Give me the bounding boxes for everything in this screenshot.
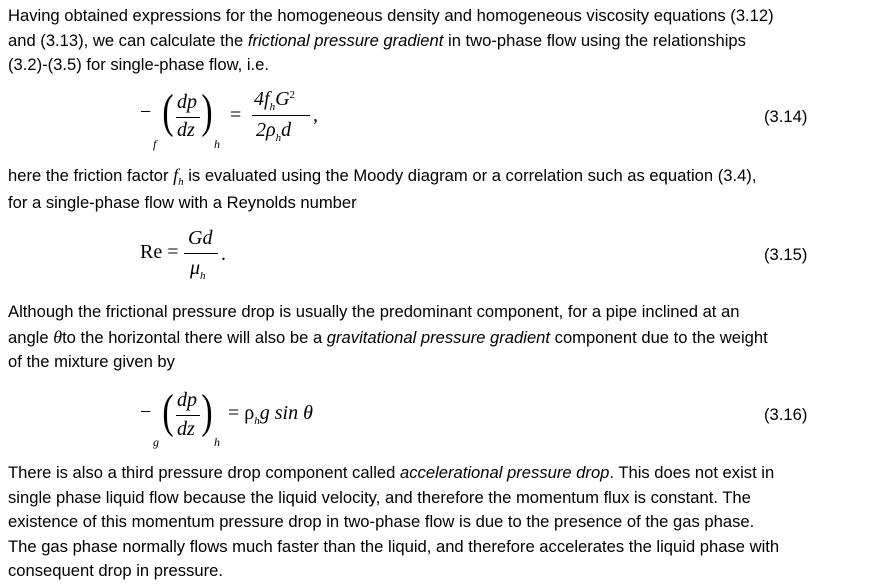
eq314-lhs-numerator: dp bbox=[177, 91, 197, 113]
eq314-right-paren: ) bbox=[201, 85, 213, 138]
frictional-pressure-gradient-term: frictional pressure gradient bbox=[247, 30, 444, 50]
eq314-rhs-fraction-bar bbox=[252, 115, 310, 116]
eq314-subscript-h: h bbox=[214, 137, 220, 151]
paragraph-4-line-3: existence of this momentum pressure drop in two-phase flow is due to the presence of the gas phase. bbox=[8, 512, 755, 531]
eq316-lhs-numerator: dp bbox=[177, 389, 197, 411]
paragraph-3-line-2: angle θto the horizontal there will also be a gravitational pressure gradient component due to the weight bbox=[8, 326, 768, 347]
paragraph-4 bbox=[8, 461, 868, 584]
paragraph-1 bbox=[8, 4, 868, 78]
eq316-subscript-g: g bbox=[153, 435, 159, 449]
paragraph-3 bbox=[8, 300, 868, 375]
eq315-fraction-bar bbox=[184, 253, 218, 254]
eq314-minus: − bbox=[140, 101, 152, 123]
paragraph-3-line-1: Although the frictional pressure drop is usually the predominant component, for a pipe inclined at an bbox=[8, 302, 740, 321]
eq316-right-paren: ) bbox=[201, 385, 213, 438]
paragraph-4-line-1: There is also a third pressure drop component called accelerational pressure drop. This does not exist in bbox=[8, 463, 775, 482]
paragraph-3-line-3: of the mixture given by bbox=[8, 352, 175, 371]
eq316-left-paren: ( bbox=[162, 385, 174, 438]
paragraph-4-line-4: The gas phase normally flows much faster than the liquid, and therefore accelerates the liquid phase with bbox=[8, 536, 780, 556]
paragraph-2-line-1: here the friction factor $f_h$ is evaluated using the Moody diagram or a correlation such as equation (3.4), bbox=[8, 165, 757, 188]
equation-number-3-15: (3.15) bbox=[764, 245, 808, 264]
paragraph-1-line-3: (3.2)-(3.5) for single-phase flow, i.e. bbox=[8, 55, 270, 74]
eq315-denominator: $\mu_h$ bbox=[190, 257, 206, 282]
eq314-lhs-denominator: dz bbox=[177, 119, 195, 141]
eq316-minus: − bbox=[140, 401, 152, 423]
eq316-lhs-fraction-bar bbox=[176, 415, 200, 416]
accelerational-pressure-drop-term: accelerational pressure drop bbox=[400, 463, 610, 482]
eq314-comma: , bbox=[313, 104, 318, 126]
paragraph-1-line-1: Having obtained expressions for the homogeneous density and homogeneous viscosity equations (3.12) bbox=[8, 6, 774, 25]
eq314-subscript-f: f bbox=[153, 137, 157, 151]
eq314-rhs-numerator: $4f_hG^2$ bbox=[254, 88, 296, 113]
equation-number-3-16: (3.16) bbox=[764, 405, 808, 424]
eq315-period: . bbox=[221, 243, 226, 265]
gravitational-pressure-gradient-term: gravitational pressure gradient bbox=[326, 327, 551, 347]
eq314-equals: = bbox=[230, 104, 242, 126]
theta-symbol: θ bbox=[53, 326, 63, 347]
eq316-rhs: = $\rho_hg$ sin θ bbox=[228, 402, 313, 427]
eq314-lhs-fraction-bar bbox=[176, 117, 200, 118]
eq314-rhs-denominator: $2\rho_hd$ bbox=[256, 119, 292, 144]
equation-number-3-14: (3.14) bbox=[764, 107, 808, 126]
eq316-lhs-denominator: dz bbox=[177, 418, 195, 440]
paragraph-1-line-2: and (3.13), we can calculate the frictional pressure gradient in two-phase flow using the relationships bbox=[8, 30, 746, 50]
paragraph-4-line-2: single phase liquid flow because the liquid velocity, and therefore the momentum flux is constant. The bbox=[8, 487, 751, 507]
eq316-subscript-h: h bbox=[214, 435, 220, 449]
paragraph-2 bbox=[8, 163, 868, 215]
friction-factor-symbol: $f_h$ bbox=[173, 165, 184, 188]
eq315-lhs: Re = bbox=[140, 241, 179, 263]
eq314-left-paren: ( bbox=[162, 85, 174, 138]
paragraph-2-line-2: for a single-phase flow with a Reynolds number bbox=[8, 192, 357, 212]
paragraph-4-line-5: consequent drop in pressure. bbox=[8, 561, 223, 580]
eq315-numerator: Gd bbox=[188, 227, 213, 249]
